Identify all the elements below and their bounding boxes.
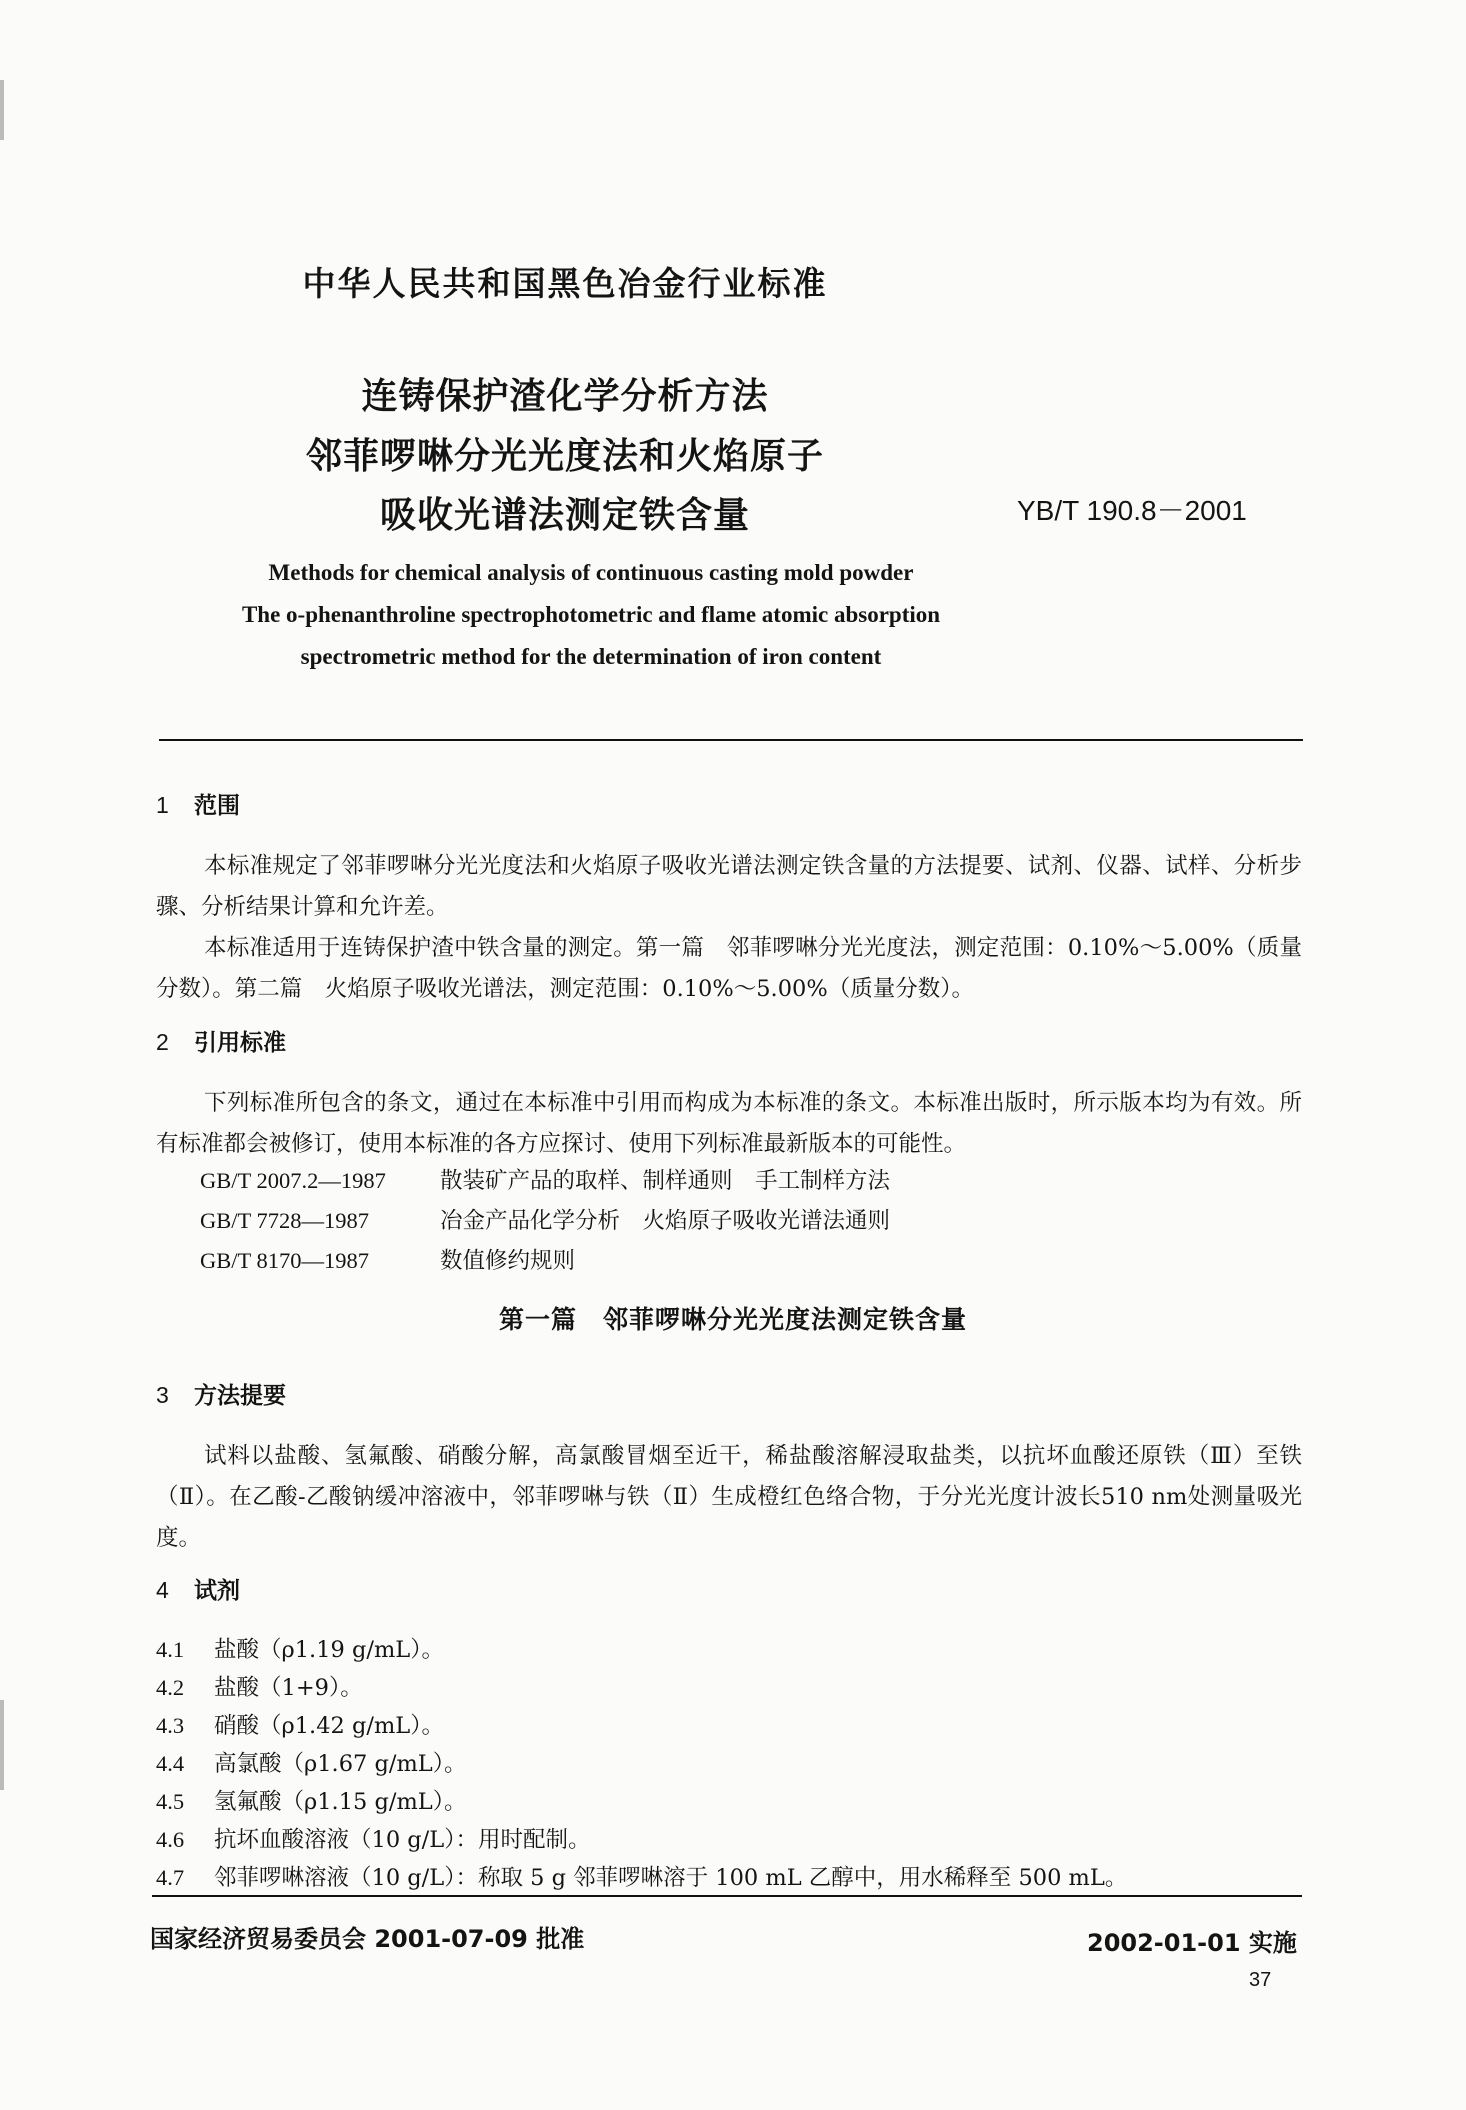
reagent-number: 4.6 <box>156 1827 185 1852</box>
reagent-text: 邻菲啰啉溶液（10 g/L）：称取 5 g 邻菲啰啉溶于 100 mL 乙醇中，用水稀释至 500 mL。 <box>214 1865 1128 1891</box>
reagent-item <box>156 1708 444 1740</box>
paragraph: 本标准适用于连铸保护渣中铁含量的测定。第一篇 邻菲啰啉分光光度法，测定范围：0.10%～5.00%（质量分数）。第二篇 火焰原子吸收光谱法，测定范围：0.10%～5.00%（质量分数）。 <box>156 935 1302 1002</box>
title-line-3: 吸收光谱法测定铁含量 <box>379 495 750 536</box>
paragraph: 试料以盐酸、氢氟酸、硝酸分解，高氯酸冒烟至近干，稀盐酸溶解浸取盐类，以抗坏血酸还原铁（Ⅲ）至铁（Ⅱ）。在乙酸-乙酸钠缓冲溶液中，邻菲啰啉与铁（Ⅱ）生成橙红色络合物，于分光光度计波长510 nm处测量吸光度。 <box>156 1443 1302 1551</box>
section-3-heading <box>156 1377 286 1410</box>
english-title-line-3: spectrometric method for the determination of iron content <box>300 644 882 669</box>
reagent-text: 高氯酸（ρ1.67 g/mL）。 <box>214 1751 467 1777</box>
section-number: 2 <box>156 1029 169 1055</box>
standard-type-heading: 中华人民共和国黑色冶金行业标准 <box>302 264 828 303</box>
reference-title: 散装矿产品的取样、制样通则 手工制样方法 <box>440 1168 891 1194</box>
section-3-body <box>156 1436 1302 1559</box>
reagent-number: 4.3 <box>156 1713 185 1738</box>
section-number: 1 <box>156 792 169 818</box>
reagent-item <box>156 1632 444 1664</box>
reagent-item <box>156 1860 1127 1892</box>
section-number: 4 <box>156 1577 169 1603</box>
reagent-text: 硝酸（ρ1.42 g/mL）。 <box>214 1713 444 1739</box>
reference-item <box>200 1203 890 1235</box>
reagent-number: 4.2 <box>156 1675 185 1700</box>
reagent-text: 盐酸（1+9）。 <box>214 1675 363 1701</box>
section-title: 范围 <box>194 793 240 819</box>
section-1-heading <box>156 787 240 820</box>
reagent-text: 抗坏血酸溶液（10 g/L）：用时配制。 <box>214 1827 591 1853</box>
reference-code: GB/T 8170—1987 <box>200 1248 369 1273</box>
header-divider <box>159 739 1303 741</box>
reagent-number: 4.7 <box>156 1865 185 1890</box>
english-title-line-2: The o-phenanthroline spectrophotometric and flame atomic absorption <box>241 602 941 627</box>
reference-item <box>200 1163 890 1195</box>
reference-title: 冶金产品化学分析 火焰原子吸收光谱法通则 <box>440 1208 891 1234</box>
section-4-heading <box>156 1572 240 1605</box>
reagent-item <box>156 1822 590 1854</box>
footer-divider <box>152 1895 1302 1897</box>
effective-date-line: 2002-01-01 实施 <box>1087 1929 1297 1957</box>
section-2-heading <box>156 1024 286 1057</box>
paragraph: 本标准规定了邻菲啰啉分光光度法和火焰原子吸收光谱法测定铁含量的方法提要、试剂、仪器、试样、分析步骤、分析结果计算和允许差。 <box>156 853 1302 920</box>
reagent-item <box>156 1746 467 1778</box>
scan-edge-mark <box>0 80 4 140</box>
section-2-body <box>156 1083 1302 1165</box>
standard-code: YB/T 190.8－2001 <box>1017 495 1247 526</box>
reference-title: 数值修约规则 <box>440 1248 576 1274</box>
section-number: 3 <box>156 1382 169 1408</box>
reagent-item <box>156 1670 363 1702</box>
reference-code: GB/T 2007.2—1987 <box>200 1168 386 1193</box>
part-1-title: 第一篇 邻菲啰啉分光光度法测定铁含量 <box>498 1305 967 1334</box>
section-title: 试剂 <box>194 1578 240 1604</box>
reagent-text: 氢氟酸（ρ1.15 g/mL）。 <box>214 1789 467 1815</box>
section-title: 方法提要 <box>194 1383 286 1409</box>
english-title-line-1: Methods for chemical analysis of continuous casting mold powder <box>268 560 914 585</box>
reagent-number: 4.1 <box>156 1637 185 1662</box>
title-line-2: 邻菲啰啉分光光度法和火焰原子 <box>305 436 824 477</box>
section-title: 引用标准 <box>194 1030 286 1056</box>
reagent-number: 4.4 <box>156 1751 185 1776</box>
reagent-item <box>156 1784 467 1816</box>
page-number: 37 <box>1249 1969 1272 1991</box>
section-1-body <box>156 846 1302 1010</box>
reagent-text: 盐酸（ρ1.19 g/mL）。 <box>214 1637 444 1663</box>
reference-code: GB/T 7728—1987 <box>200 1208 369 1233</box>
reagent-number: 4.5 <box>156 1789 185 1814</box>
scan-edge-mark <box>0 1700 4 1790</box>
reference-item <box>200 1243 575 1275</box>
approval-line: 国家经济贸易委员会 2001-07-09 批准 <box>150 1925 585 1953</box>
title-line-1: 连铸保护渣化学分析方法 <box>361 376 769 417</box>
paragraph: 下列标准所包含的条文，通过在本标准中引用而构成为本标准的条文。本标准出版时，所示版本均为有效。所有标准都会被修订，使用本标准的各方应探讨、使用下列标准最新版本的可能性。 <box>156 1090 1302 1157</box>
